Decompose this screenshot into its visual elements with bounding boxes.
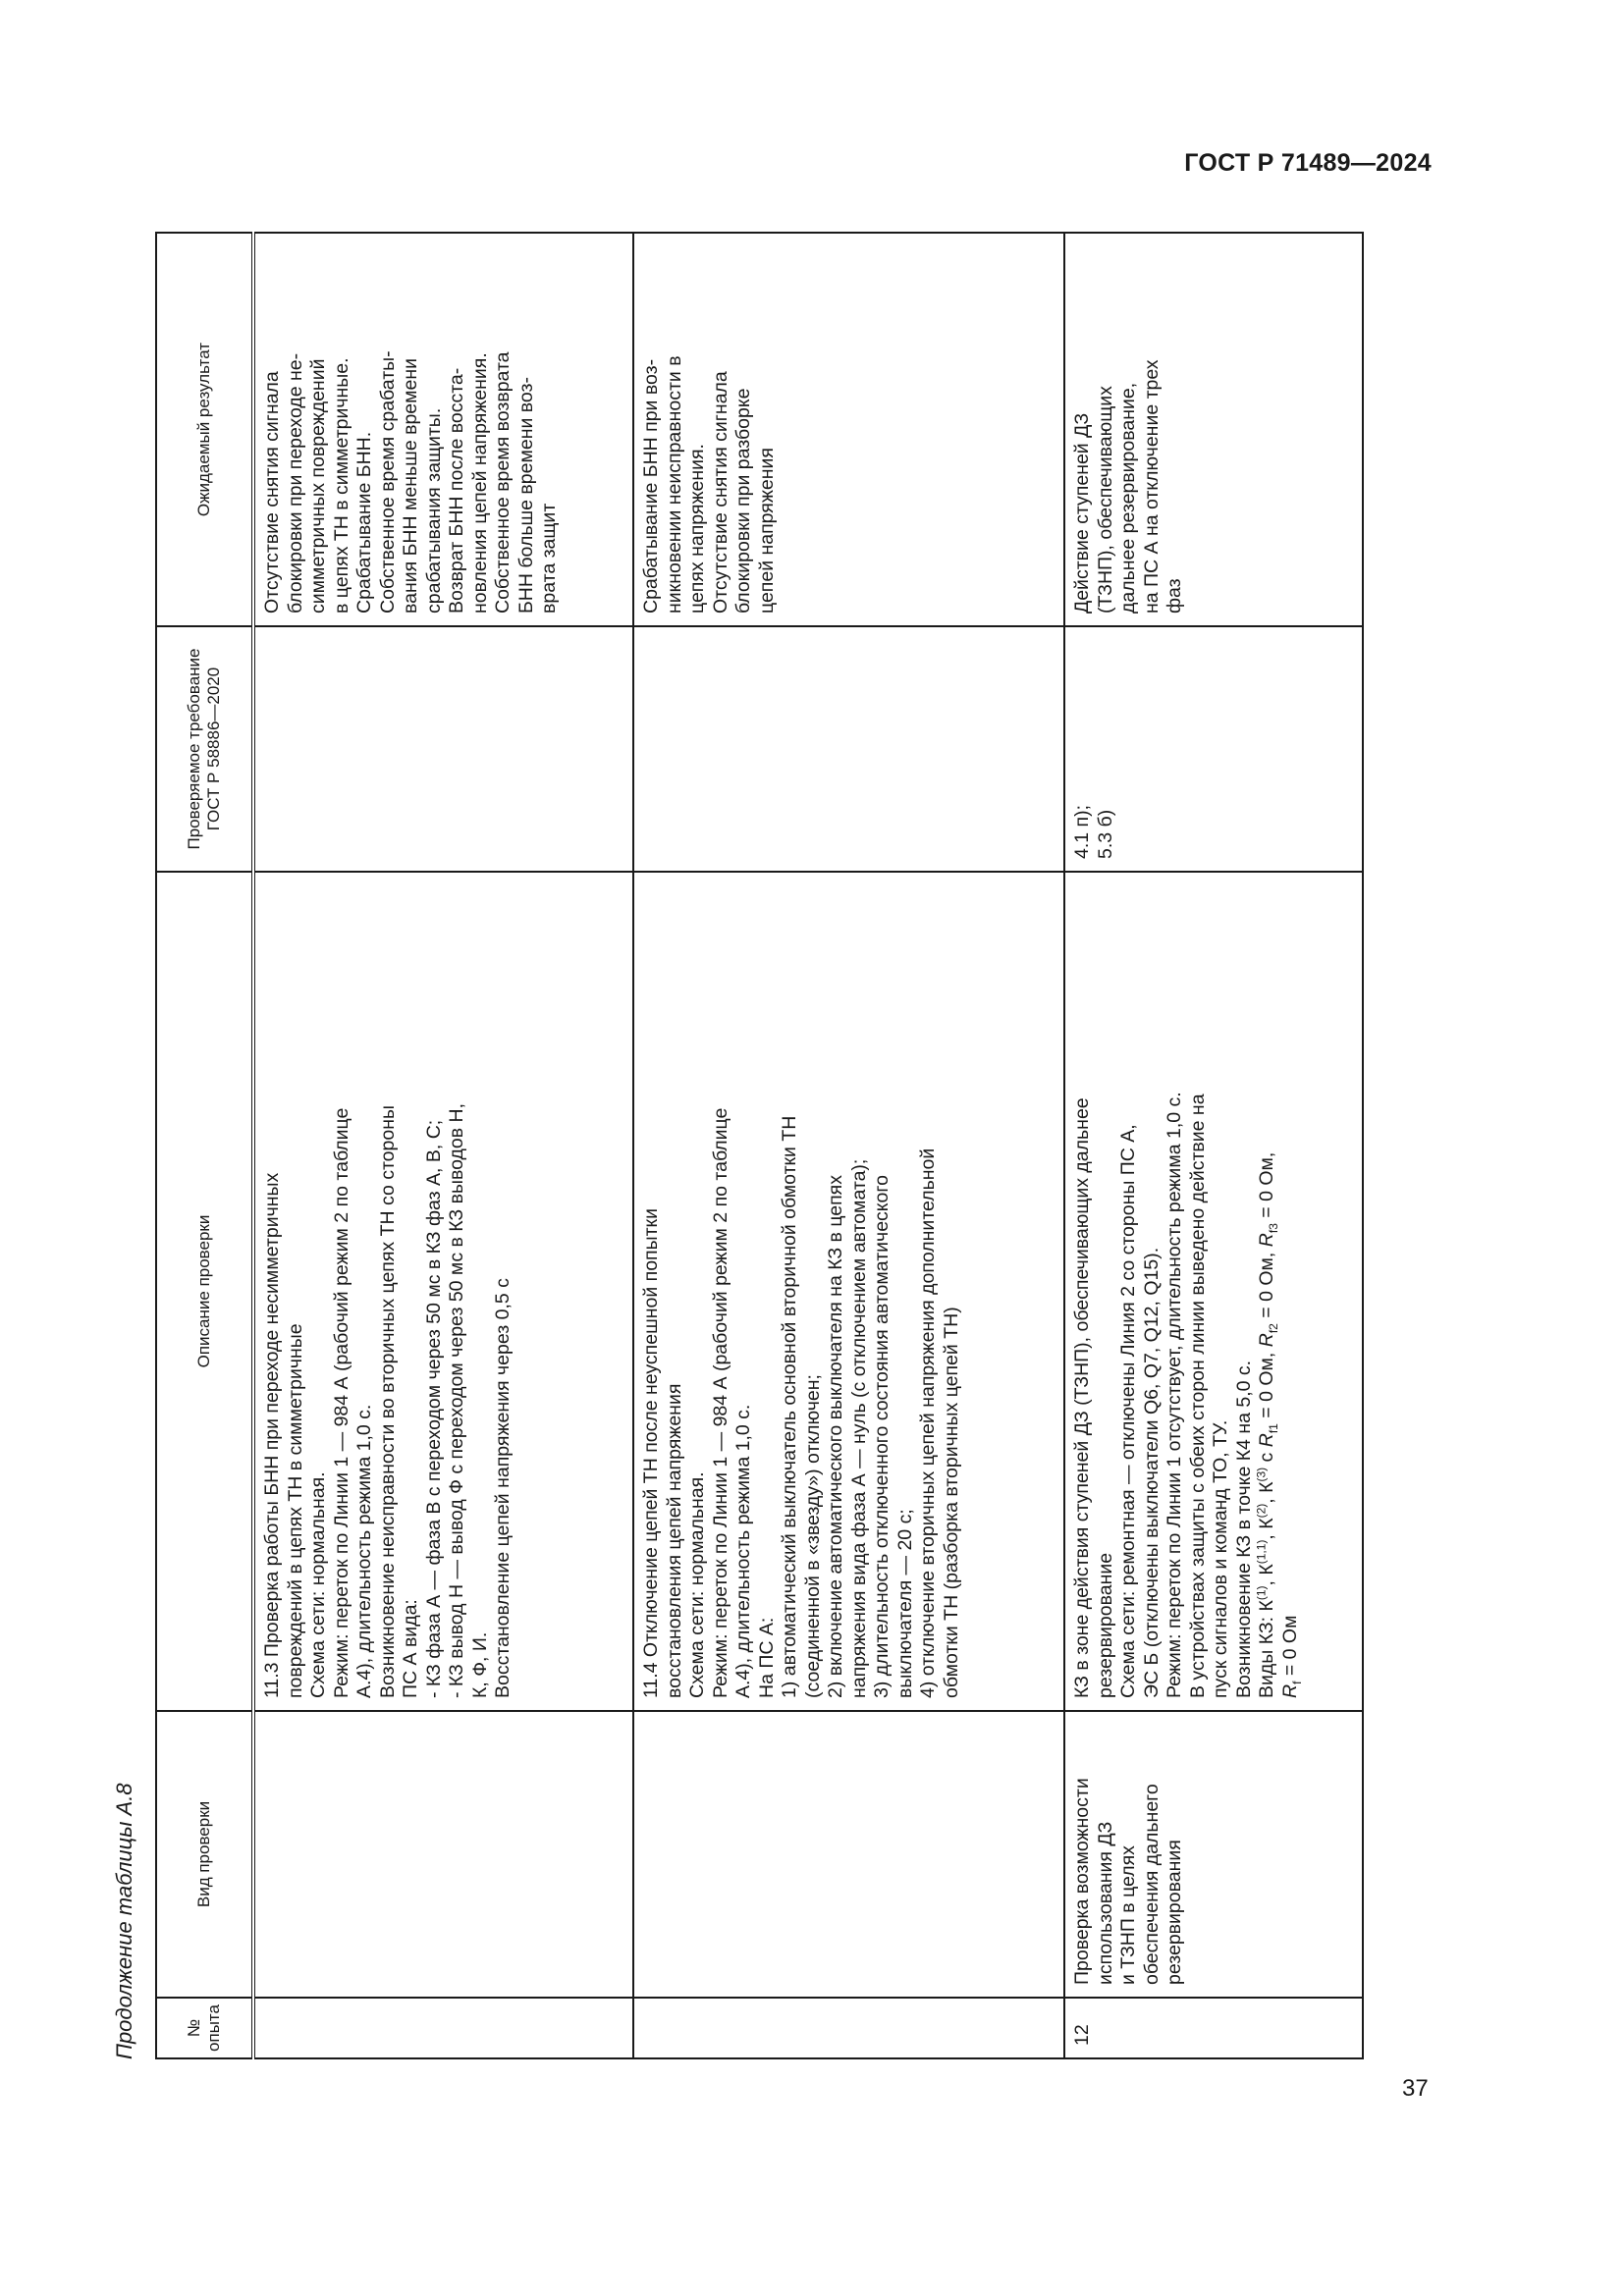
result-line: врата защит [538,503,560,614]
desc-line: Режим: переток по Линии 1 отсутствует, длительность режима 1,0 с. [1164,1092,1185,1698]
kind-k2: (2) [1254,1503,1269,1519]
table-caption: Продолжение таблицы А.8 [112,1783,136,2059]
kinds-sep: , К [1256,1564,1277,1586]
kind-k1: (1) [1254,1585,1269,1601]
page-number: 37 [1402,2075,1429,2102]
r-symbol: R [1256,1233,1277,1248]
result-line: срабатывания защиты. [422,407,445,614]
kinds-with: с [1256,1447,1277,1468]
result-line: Срабатывание БНН. [353,431,375,614]
result-line: дальнее резервирование, [1117,382,1139,614]
result-line: вания БНН меньше времени [400,357,421,614]
desc-line: (соединенной в «звезду») отключен; [801,1374,824,1698]
result-line: новления цепей напряжения. [468,352,491,614]
kinds-sep: , К [1256,1481,1277,1504]
desc-line: Схема сети: нормальная. [686,1471,708,1698]
row-result [1064,233,1363,626]
header-type: Вид проверки [156,1711,253,1998]
desc-line: - КЗ фаза А — фаза В с переходом через 50 мс в КЗ фаз А, В, С; [422,1119,445,1698]
result-line: Отсутствие снятия сигнала [261,371,283,614]
result-line: фаз [1164,578,1185,614]
table-row [1064,233,1363,2058]
row-num: 12 [1064,1998,1363,2058]
rf3-sub: f3 [1266,1223,1280,1234]
desc-line: 2) включение автоматического выключателя на КЗ в цепях [825,1175,846,1698]
desc-line: выключателя — 20 с; [893,1509,916,1698]
r-symbol: R [1256,1433,1277,1448]
row-req [633,626,1064,872]
r-symbol: R [1278,1683,1301,1698]
row-result [253,233,633,626]
r-symbol: R [1256,1333,1277,1348]
desc-line: напряжения вида фаза А — нуль (с отключением автомата); [847,1158,870,1698]
result-line: Собственное время возврата [492,351,514,614]
row-type [633,1711,1064,1998]
result-line: цепей напряжения [755,448,778,614]
row-type [1064,1711,1363,1998]
desc-line: Режим: переток по Линии 1 — 984 А (рабочий режим 2 по таблице [709,1107,731,1698]
type-line: использования ДЗ [1094,1821,1116,1985]
row-req [1064,626,1363,872]
result-line: в цепях ТН в симметричные. [330,357,352,614]
desc-line: Схема сети: ремонтная — отключены Линия 2 со стороны ПС А, [1117,1124,1139,1698]
row-desc [253,872,633,1711]
table-header-row [156,233,253,2058]
desc-line: А.4), длительность режима 1,0 с. [732,1404,754,1698]
result-line: Срабатывание БНН при воз- [640,358,662,614]
desc-line: ПС А вида: [400,1599,421,1698]
result-line: блокировки при переходе не- [284,352,306,614]
desc-line: пуск сигналов и команд ТО, ТУ. [1210,1419,1231,1698]
document-code: ГОСТ Р 71489—2024 [1184,149,1432,177]
desc-line: 1) автоматический выключатель основной вторичной обмотки ТН [779,1115,800,1698]
row-desc [633,872,1064,1711]
desc-line: Возникновение КЗ в точке К4 на 5,0 с. [1232,1360,1255,1698]
result-line: на ПС А на отключение трех [1140,359,1163,614]
row-result [633,233,1064,626]
desc-kinds-line [1256,884,1279,1698]
row-num [633,1998,1064,2058]
result-line: никновении неисправности в [663,355,685,614]
desc-line: повреждений в цепях ТН в симметричные [284,1323,306,1698]
header-req: Проверяемое требование ГОСТ Р 58886—2020 [156,626,253,872]
desc-line: Восстановление цепей напряжения через 0,5 с [492,1278,514,1698]
result-line: Возврат БНН после восста- [446,367,467,614]
req-line: 5.3 б) [1094,809,1116,859]
desc-line: К, Ф, И. [468,1631,491,1698]
desc-line: А.4), длительность режима 1,0 с. [353,1404,375,1698]
desc-line: 3) длительность отключенного состояния автоматического [871,1175,893,1698]
result-line: цепях напряжения. [686,444,708,614]
table-row [253,233,633,2058]
row-req [253,626,633,872]
desc-line: 11.3 Проверка работы БНН при переходе несимметричных [261,1172,283,1698]
desc-line: обмотки ТН (разборка вторичных цепей ТН) [940,1307,962,1698]
result-line: блокировки при разборке [732,388,754,614]
row-num [253,1998,633,2058]
result-line: Собственное время срабаты- [376,350,399,614]
kinds-prefix: Виды КЗ: К [1256,1600,1277,1698]
result-line: БНН больше времени воз- [514,377,537,614]
desc-line: 4) отключение вторичных цепей напряжения дополнительной [917,1148,939,1698]
kind-k11: (1,1) [1254,1539,1269,1565]
test-table [155,232,1364,2059]
result-line: симметричных повреждений [307,358,329,614]
rf-sub: f [1289,1681,1304,1684]
desc-line: Возникновение неисправности во вторичных цепях ТН со стороны [376,1104,399,1698]
desc-kinds-line-2 [1279,884,1303,1698]
desc-line: КЗ в зоне действия ступеней ДЗ (ТЗНП), обеспечивающих дальнее [1071,1097,1093,1698]
result-line: (ТЗНП), обеспечивающих [1094,386,1116,614]
type-line: и ТЗНП в целях [1117,1845,1139,1985]
header-num: № опыта [156,1998,253,2058]
desc-line: Режим: переток по Линии 1 — 984 А (рабочий режим 2 по таблице [330,1107,352,1698]
desc-line: 11.4 Отключение цепей ТН после неуспешной попытки [640,1208,662,1698]
type-line: Проверка возможности [1071,1778,1093,1985]
desc-line: ЭС Б (отключены выключатели Q6, Q7, Q12, Q15). [1140,1247,1163,1698]
req-line: 4.1 п); [1071,805,1093,859]
row-type [253,1711,633,1998]
type-line: резервирования [1164,1840,1185,1985]
desc-line: - КЗ вывод Н — вывод Ф с переходом через 50 мс в КЗ выводов Н, [446,1102,467,1698]
rf1-sub: f1 [1266,1423,1280,1434]
result-line: Отсутствие снятия сигнала [709,371,731,614]
kinds-sep: , К [1256,1518,1277,1540]
header-desc: Описание проверки [156,872,253,1711]
eq0-last: = 0 Ом [1278,1615,1301,1682]
row-desc [1064,872,1363,1711]
eq0: = 0 Ом, [1256,1247,1277,1324]
result-line: Действие ступеней ДЗ [1071,412,1093,614]
desc-line: В устройствах защиты с обеих сторон линии выведено действие на [1186,1094,1209,1698]
kind-k3: (3) [1254,1467,1269,1482]
eq0: = 0 Ом, [1256,1151,1277,1224]
desc-line: Схема сети: нормальная. [307,1471,329,1698]
desc-line: На ПС А: [755,1617,778,1698]
desc-line: резервирование [1094,1552,1116,1698]
type-line: обеспечения дальнего [1140,1784,1163,1985]
header-result: Ожидаемый результат [156,233,253,626]
eq0: = 0 Ом, [1256,1347,1277,1424]
rf2-sub: f2 [1266,1323,1280,1334]
desc-line: восстановления цепей напряжения [663,1383,685,1698]
table-row [633,233,1064,2058]
rotated-table-area [108,214,1355,2059]
